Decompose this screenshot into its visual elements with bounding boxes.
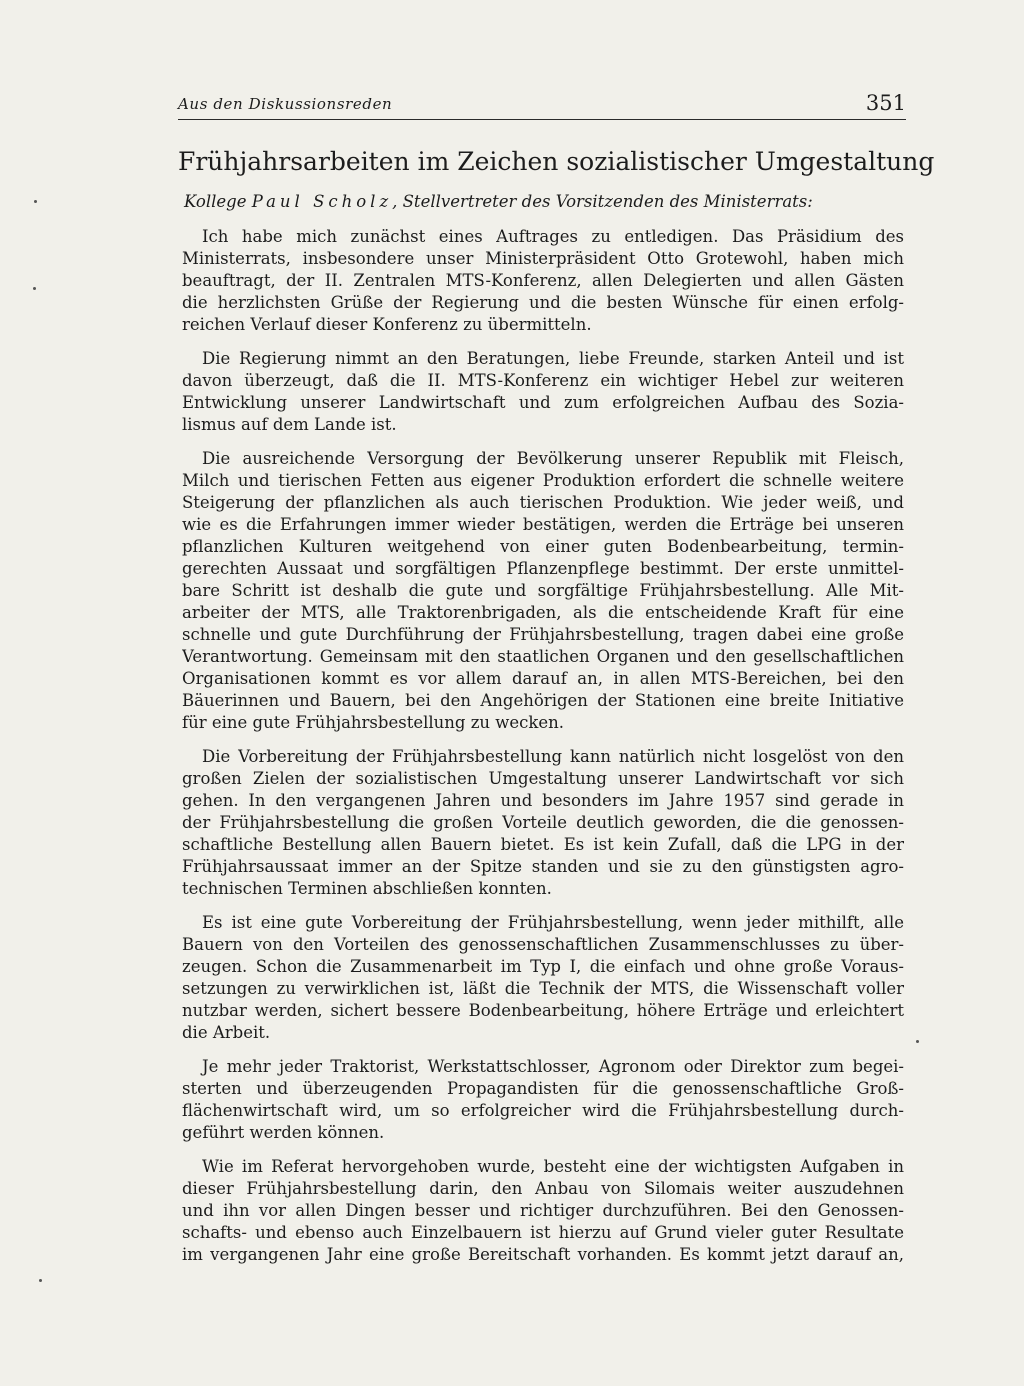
text-line: setzungen zu verwirklichen ist, läßt die Technik der MTS, die Wissenschaft voller (182, 979, 904, 998)
paragraph (182, 226, 904, 336)
paragraph (182, 1156, 904, 1266)
text-line: die Arbeit. (182, 1023, 271, 1042)
text-line: flächenwirtschaft wird, um so erfolgreicher wird die Frühjahrsbestellung durch- (182, 1101, 904, 1120)
scan-speck (33, 287, 36, 290)
text-line: beauftragt, der II. Zentralen MTS-Konferenz, allen Delegierten und allen Gästen (182, 271, 904, 290)
speaker-line (184, 190, 904, 214)
paragraph (182, 912, 904, 1044)
text-line: für eine gute Frühjahrsbestellung zu wecken. (182, 713, 565, 732)
paragraph (182, 448, 904, 734)
text-line: Frühjahrsaussaat immer an der Spitze standen und sie zu den günstigsten agro- (182, 857, 904, 876)
text-line: Steigerung der pflanzlichen als auch tierischen Produktion. Wie jeder weiß, und (182, 493, 904, 512)
text-line: gerechten Aussaat und sorgfältigen Pflanzenpflege bestimmt. Der erste unmittel- (182, 559, 904, 578)
text-line: zeugen. Schon die Zusammenarbeit im Typ I, die einfach und ohne große Voraus- (182, 957, 904, 976)
text-line: lismus auf dem Lande ist. (182, 415, 397, 434)
text-line: geführt werden können. (182, 1123, 385, 1142)
text-line: schnelle und gute Durchführung der Frühjahrsbestellung, tragen dabei eine große (182, 625, 904, 644)
text-line: gehen. In den vergangenen Jahren und besonders im Jahre 1957 sind gerade in (182, 791, 904, 810)
header-rule (178, 119, 906, 120)
text-line: nutzbar werden, sichert bessere Bodenbearbeitung, höhere Erträge und erleichtert (182, 1001, 904, 1020)
running-title: Aus den Diskussionsreden (178, 95, 393, 113)
text-line: davon überzeugt, daß die II. MTS-Konferenz ein wichtiger Hebel zur weiteren (182, 371, 904, 390)
text-line: der Frühjahrsbestellung die großen Vorteile deutlich geworden, die die genossen- (182, 813, 904, 832)
text-line: technischen Terminen abschließen konnten. (182, 879, 552, 898)
paragraph (182, 746, 904, 900)
paragraph (182, 348, 904, 436)
text-line: Die Regierung nimmt an den Beratungen, liebe Freunde, starken Anteil und ist (202, 349, 904, 368)
text-line: arbeiter der MTS, alle Traktorenbrigaden, als die entscheidende Kraft für eine (182, 603, 904, 622)
text-line: Bauern von den Vorteilen des genossenschaftlichen Zusammenschlusses zu über- (182, 935, 904, 954)
text-line: bare Schritt ist deshalb die gute und sorgfältige Frühjahrsbestellung. Alle Mit- (182, 581, 904, 600)
text-line: Entwicklung unserer Landwirtschaft und zum erfolgreichen Aufbau des Sozia- (182, 393, 904, 412)
text-line: schaftliche Bestellung allen Bauern bietet. Es ist kein Zufall, daß die LPG in der (182, 835, 904, 854)
text-line: Die ausreichende Versorgung der Bevölkerung unserer Republik mit Fleisch, (202, 449, 904, 468)
text-line: Ich habe mich zunächst eines Auftrages zu entledigen. Das Präsidium des (202, 227, 904, 246)
text-line: reichen Verlauf dieser Konferenz zu übermitteln. (182, 315, 592, 334)
article-title: Frühjahrsarbeiten im Zeichen sozialistischer Umgestaltung (178, 147, 935, 176)
text-line: sterten und überzeugenden Propagandisten für die genossenschaftliche Groß- (182, 1079, 904, 1098)
text-line: im vergangenen Jahr eine große Bereitschaft vorhanden. Es kommt jetzt darauf an, (182, 1245, 904, 1264)
scan-speck (34, 200, 37, 203)
paragraph (182, 1056, 904, 1144)
text-line: Ministerrats, insbesondere unser Ministerpräsident Otto Grotewohl, haben mich (182, 249, 904, 268)
text-line: Bäuerinnen und Bauern, bei den Angehörigen der Stationen eine breite Initiative (182, 691, 904, 710)
speaker-prefix: Kollege (184, 192, 252, 211)
text-line: Milch und tierischen Fetten aus eigener Produktion erfordert die schnelle weitere (182, 471, 904, 490)
scan-speck (39, 1279, 42, 1282)
text-line: Es ist eine gute Vorbereitung der Frühjahrsbestellung, wenn jeder mithilft, alle (202, 913, 904, 932)
text-line: die herzlichsten Grüße der Regierung und die besten Wünsche für einen erfolg- (182, 293, 904, 312)
text-line: Organisationen kommt es vor allem darauf an, in allen MTS-Bereichen, bei den (182, 669, 904, 688)
speaker-role: , Stellvertreter des Vorsitzenden des Ministerrats: (392, 192, 813, 211)
text-line: pflanzlichen Kulturen weitgehend von einer guten Bodenbearbeitung, termin- (182, 537, 904, 556)
body-text (182, 226, 904, 1278)
text-line: Verantwortung. Gemeinsam mit den staatlichen Organen und den gesellschaftlichen (182, 647, 904, 666)
text-line: Die Vorbereitung der Frühjahrsbestellung kann natürlich nicht losgelöst von den (202, 747, 904, 766)
text-line: und ihn vor allen Dingen besser und richtiger durchzuführen. Bei den Genossen- (182, 1201, 904, 1220)
scan-speck (916, 1040, 919, 1043)
page-number: 351 (865, 91, 906, 115)
running-head (178, 93, 906, 117)
text-line: Wie im Referat hervorgehoben wurde, besteht eine der wichtigsten Aufgaben in (202, 1157, 904, 1176)
text-line: wie es die Erfahrungen immer wieder bestätigen, werden die Erträge bei unseren (182, 515, 904, 534)
text-line: großen Zielen der sozialistischen Umgestaltung unserer Landwirtschaft vor sich (182, 769, 904, 788)
text-line: dieser Frühjahrsbestellung darin, den Anbau von Silomais weiter auszudehnen (182, 1179, 904, 1198)
text-line: schafts- und ebenso auch Einzelbauern ist hierzu auf Grund vieler guter Resultate (182, 1223, 904, 1242)
speaker-name: Paul Scholz (251, 192, 393, 211)
text-line: Je mehr jeder Traktorist, Werkstattschlosser, Agronom oder Direktor zum begei- (202, 1057, 904, 1076)
